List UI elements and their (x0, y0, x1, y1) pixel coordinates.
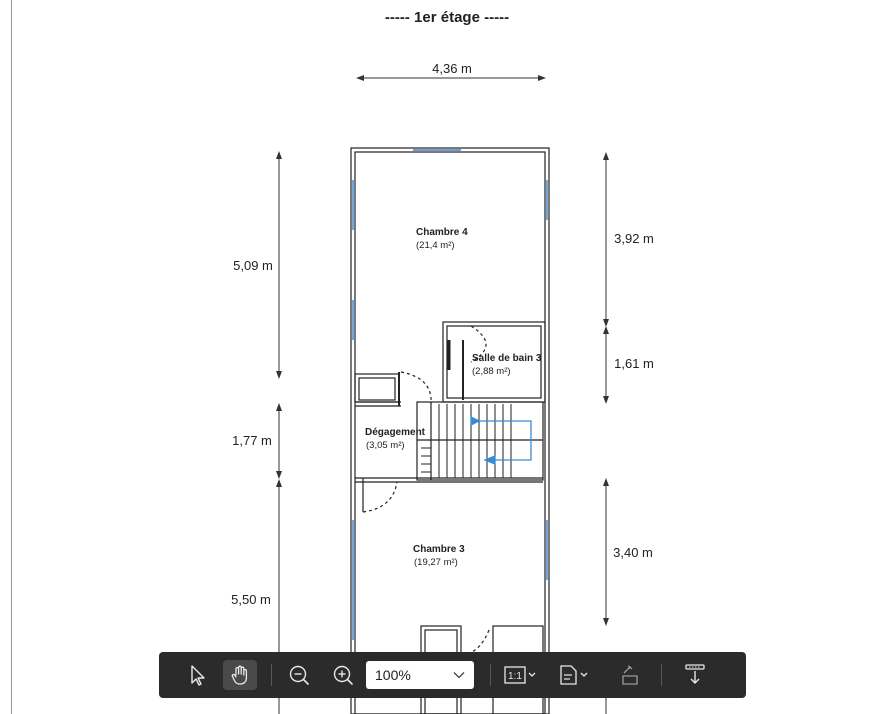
zoom-in-button[interactable] (326, 660, 360, 690)
dimension-right-lines (603, 152, 609, 714)
toolbar-separator (271, 664, 272, 686)
room-chambre4-area: (21,4 m²) (416, 240, 455, 251)
zoom-level-value: 100% (375, 667, 411, 683)
room-chambre3-name: Chambre 3 (413, 544, 465, 555)
zoom-in-icon (332, 664, 354, 686)
stair-treads (421, 404, 511, 478)
dimension-width-top-label: 4,36 m (432, 61, 472, 76)
floor-plan (12, 0, 894, 714)
floor-heading: ----- 1er étage ----- (384, 9, 510, 26)
room-degagement-name: Dégagement (365, 427, 426, 438)
download-button[interactable] (678, 660, 712, 690)
room-chambre4-name: Chambre 4 (416, 227, 468, 238)
rotate-button[interactable] (613, 660, 647, 690)
room-sdb3-name: Salle de bain 3 (472, 353, 542, 364)
dimension-left-middle-label: 1,77 m (232, 433, 272, 448)
zoom-out-button[interactable] (282, 660, 316, 690)
page-view-button[interactable] (555, 660, 595, 690)
download-icon (683, 663, 707, 687)
actual-size-button[interactable] (501, 660, 541, 690)
document-page (11, 0, 894, 714)
dimension-left-lines (276, 151, 282, 714)
hand-tool-button[interactable] (223, 660, 257, 690)
actual-size-icon (503, 664, 539, 686)
dimension-right-3-label: 3,40 m (613, 545, 653, 560)
hand-icon (230, 664, 250, 686)
cursor-arrow-icon (188, 664, 208, 686)
zoom-level-select[interactable] (366, 661, 474, 689)
toolbar-separator (490, 664, 491, 686)
dimension-right-1-label: 3,92 m (614, 231, 654, 246)
dimension-left-upper-label: 5,09 m (233, 258, 273, 273)
zoom-out-icon (288, 664, 310, 686)
room-sdb3-area: (2,88 m²) (472, 366, 511, 377)
room-degagement-area: (3,05 m²) (366, 440, 405, 451)
rotate-icon (618, 664, 642, 686)
dimension-right-2-label: 1,61 m (614, 356, 654, 371)
select-tool-button[interactable] (181, 660, 215, 690)
toolbar-separator (661, 664, 662, 686)
chevron-down-icon (453, 671, 465, 679)
viewer-toolbar (159, 652, 746, 698)
svg-text:1:1: 1:1 (508, 671, 522, 682)
room-chambre3-area: (19,27 m²) (414, 557, 458, 568)
dimension-left-lower-label: 5,50 m (231, 592, 271, 607)
page-view-icon (557, 664, 593, 686)
